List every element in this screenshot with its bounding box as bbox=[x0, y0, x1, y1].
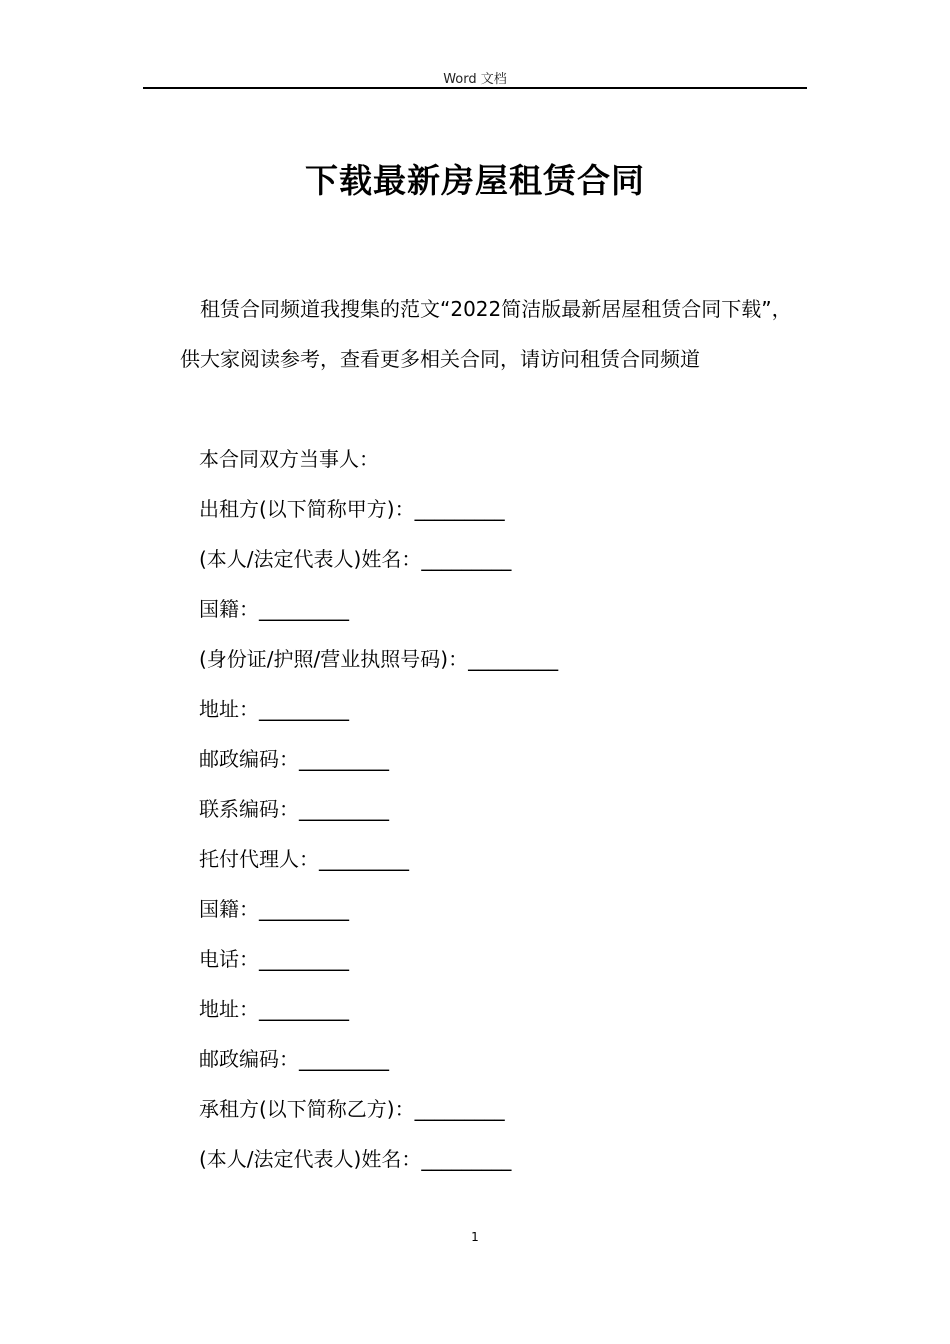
list-item: (身份证/护照/营业执照号码)：_________ bbox=[199, 647, 559, 671]
list-item: 出租方(以下简称甲方)：_________ bbox=[199, 497, 505, 521]
list-item: 邮政编码：_________ bbox=[199, 1047, 389, 1071]
list-item: 国籍：_________ bbox=[199, 597, 349, 621]
list-item: (本人/法定代表人)姓名：_________ bbox=[199, 547, 512, 571]
list-item: 地址：_________ bbox=[199, 997, 349, 1021]
list-item: 承租方(以下简称乙方)：_________ bbox=[199, 1097, 505, 1121]
list-item: (本人/法定代表人)姓名：_________ bbox=[199, 1147, 512, 1171]
page-number: 1 bbox=[471, 1230, 479, 1244]
list-item: 本合同双方当事人： bbox=[199, 447, 379, 471]
list-item: 联系编码：_________ bbox=[199, 797, 389, 821]
header-divider bbox=[143, 87, 807, 89]
list-item: 托付代理人：_________ bbox=[199, 847, 409, 871]
header-text: Word 文档 bbox=[443, 72, 507, 87]
list-item: 邮政编码：_________ bbox=[199, 747, 389, 771]
contract-party-fields bbox=[199, 434, 799, 1184]
list-item: 电话：_________ bbox=[199, 947, 349, 971]
intro-paragraph: 租赁合同频道我搜集的范文“2022简洁版最新居屋租赁合同下载”，供大家阅读参考，查看更多相关合同，请访问租赁合同频道 bbox=[180, 297, 792, 371]
document-title: 下载最新房屋租赁合同 bbox=[305, 161, 645, 200]
list-item: 地址：_________ bbox=[199, 697, 349, 721]
list-item: 国籍：_________ bbox=[199, 897, 349, 921]
